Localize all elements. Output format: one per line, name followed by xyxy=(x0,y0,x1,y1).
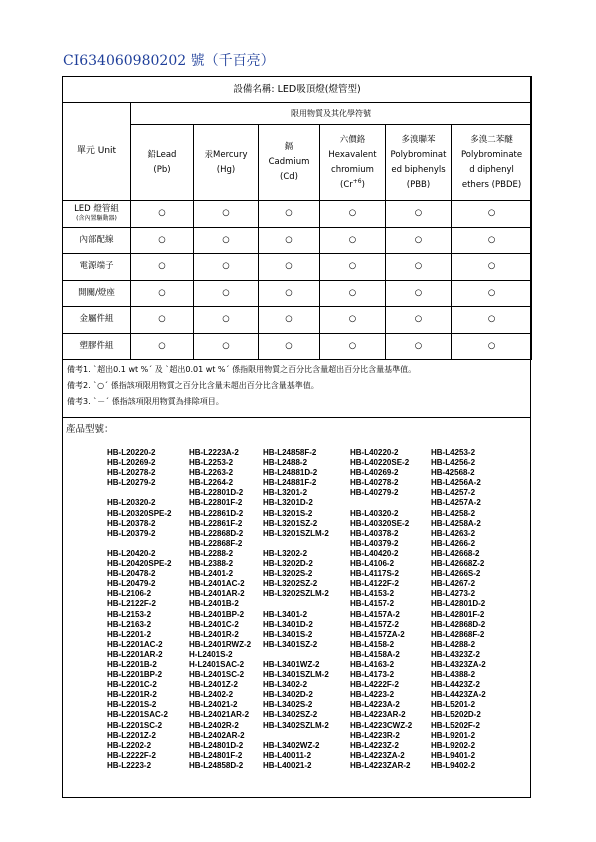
model-number: HB-L40320-2 xyxy=(350,508,399,518)
compliance-mark: ○ xyxy=(194,201,259,228)
table-row xyxy=(63,227,532,254)
model-number: HB-L4258-2 xyxy=(431,508,476,518)
model-number: HB-L40021-2 xyxy=(263,760,312,770)
notes-divider xyxy=(62,417,531,418)
model-number: HB-L4223AR-2 xyxy=(350,710,406,720)
model-number: HB-L24858F-2 xyxy=(263,448,317,457)
compliance-mark: ○ xyxy=(259,227,320,254)
note-2: 備考2. ˋ○ˊ 係指該項限用物質之百分比含量未超出百分比含量基準值。 xyxy=(67,381,319,390)
model-number: HB-L2153-2 xyxy=(107,609,152,619)
substance-header-line: ed biphenyls xyxy=(391,164,446,175)
table-row xyxy=(63,280,532,307)
compliance-mark: ○ xyxy=(131,280,194,307)
model-number: HB-L4106-2 xyxy=(350,559,395,569)
model-number: HB-L3202SZ-2 xyxy=(263,579,318,589)
model-number: HB-L4157-2 xyxy=(350,599,395,609)
model-number: HB-L24881F-2 xyxy=(263,478,317,488)
rohs-table xyxy=(62,76,532,360)
model-number: HB-L2401BP-2 xyxy=(189,609,245,619)
model-number: HB-L20420SPE-2 xyxy=(107,559,172,569)
model-number: HB-L3401D-2 xyxy=(263,619,313,629)
model-number: HB-L22861F-2 xyxy=(189,518,243,528)
model-column-5 xyxy=(431,448,486,771)
model-number: HB-L2201AR-2 xyxy=(107,649,163,659)
substance-header-2 xyxy=(194,125,259,201)
model-number: HB-L20279-2 xyxy=(107,478,156,488)
substance-header-line: 多溴二苯醚 xyxy=(470,134,513,145)
compliance-mark: ○ xyxy=(194,280,259,307)
model-number: HB-L4223ZAR-2 xyxy=(350,760,411,770)
model-number: HB-L42868D-2 xyxy=(431,619,486,629)
model-number: HB-L40379-2 xyxy=(350,538,399,548)
model-number: HB-L20420-2 xyxy=(107,548,156,558)
model-number: HB-L3201SZLM-2 xyxy=(263,528,329,538)
model-number: HB-L20478-2 xyxy=(107,569,156,579)
substance-header-5 xyxy=(386,125,452,201)
compliance-mark: ○ xyxy=(131,254,194,281)
model-number: HB-L2402AR-2 xyxy=(189,730,245,740)
model-number: HB-L4117S-2 xyxy=(350,569,399,579)
model-number: HB-L4423Z-2 xyxy=(431,680,480,690)
compliance-mark: ○ xyxy=(452,333,532,360)
compliance-mark: ○ xyxy=(131,333,194,360)
model-number: HB-L2201BP-2 xyxy=(107,670,163,680)
device-name-cell: 設備名稱: LED吸頂燈(燈管型) xyxy=(63,77,532,103)
model-number: HB-L4222F-2 xyxy=(350,680,399,690)
model-number: HB-L4258A-2 xyxy=(431,518,481,528)
model-number: HB-L5201-2 xyxy=(431,700,476,710)
model-number: HB-L3402S-2 xyxy=(263,700,313,710)
model-number: HB-L2201S-2 xyxy=(107,700,157,710)
row-label-text: 內部配線 xyxy=(79,234,114,245)
model-number: HB-L20320SPE-2 xyxy=(107,508,172,518)
model-number: HB-L3402WZ-2 xyxy=(263,740,320,750)
model-number xyxy=(263,539,329,549)
substance-header-4 xyxy=(320,125,386,201)
model-number: HB-L2264-2 xyxy=(189,478,234,488)
substance-header-line: Hexavalent xyxy=(328,149,377,160)
model-column-2 xyxy=(189,448,251,771)
model-number: HB-L24858D-2 xyxy=(189,760,244,770)
substance-header-6 xyxy=(452,125,532,201)
row-label-text: 開關/燈座 xyxy=(78,287,115,298)
substance-header-line: ethers (PBDE) xyxy=(461,179,522,190)
model-number: HB-L4257-2 xyxy=(431,488,476,498)
model-number: HB-L40420-2 xyxy=(350,548,399,558)
document-title: CI634060980202 號（千百亮） xyxy=(63,53,275,69)
compliance-mark: ○ xyxy=(194,307,259,334)
model-number: HB-L4163-2 xyxy=(350,659,395,669)
model-number: HB-L2201SAC-2 xyxy=(107,710,168,720)
model-number xyxy=(107,488,171,498)
substance-header-line: 六價鉻 xyxy=(339,134,366,145)
substance-header-3 xyxy=(259,125,320,201)
model-number: HB-L2201C-2 xyxy=(107,680,157,690)
model-number: HB-L2401-2 xyxy=(189,569,234,579)
model-number: H-L2401SAC-2 xyxy=(189,659,245,669)
substance-header-line: 多溴聯苯 xyxy=(401,134,436,145)
substance-header-line: (Cd) xyxy=(280,172,298,182)
model-number: HB-L2223A-2 xyxy=(189,448,239,457)
model-number: HB-L4267-2 xyxy=(431,579,476,589)
notes xyxy=(63,362,532,410)
substance-header-line: $(Cr^{+6})$ xyxy=(340,177,365,190)
compliance-mark: ○ xyxy=(259,254,320,281)
model-number: HB-L22801D-2 xyxy=(189,488,244,498)
row-label xyxy=(63,227,131,254)
model-number: HB-L4223CWZ-2 xyxy=(350,720,413,730)
compliance-mark: ○ xyxy=(259,201,320,228)
compliance-mark: ○ xyxy=(320,333,386,360)
model-number: HB-L3201D-2 xyxy=(263,498,313,508)
model-number: HB-L2201-2 xyxy=(107,629,152,639)
model-number: HB-L3201SZ-2 xyxy=(263,518,318,528)
model-number: HB-L4157ZA-2 xyxy=(350,629,405,639)
model-number: HB-L2263-2 xyxy=(189,468,234,478)
model-number: HB-L3202D-2 xyxy=(263,559,313,569)
note-1: 備考1. ˋ超出0.1 wt %ˊ 及 ˋ超出0.01 wt %ˊ 係指限用物質之百分比含量超出百分比含量基準值。 xyxy=(67,365,417,374)
model-number: HB-L9201-2 xyxy=(431,730,476,740)
row-label xyxy=(63,201,131,228)
compliance-mark: ○ xyxy=(320,307,386,334)
model-number: HB-L4288-2 xyxy=(431,639,476,649)
model-number: HB-L24801D-2 xyxy=(189,740,244,750)
model-number: HB-L22861D-2 xyxy=(189,508,244,518)
compliance-mark: ○ xyxy=(320,254,386,281)
compliance-mark: ○ xyxy=(452,201,532,228)
compliance-mark: ○ xyxy=(386,307,452,334)
substance-header-line: 汞Mercury xyxy=(204,149,248,160)
model-number: HB-L40278-2 xyxy=(350,478,399,488)
model-column-4 xyxy=(350,448,412,771)
substance-header-line: Polybrominat xyxy=(390,149,447,160)
model-number: HB-L2401Z-2 xyxy=(189,680,238,690)
compliance-mark: ○ xyxy=(452,254,532,281)
model-number: HB-L4266-2 xyxy=(431,538,476,548)
model-number: HB-L3201S-2 xyxy=(263,508,313,518)
model-number xyxy=(263,650,329,660)
model-number: HB-L22868F-2 xyxy=(189,538,243,548)
substance-header-line: 鉛Lead xyxy=(147,149,177,160)
model-number: HB-L20269-2 xyxy=(107,458,156,468)
model-number: HB-L20220-2 xyxy=(107,448,156,457)
model-number: HB-L2253-2 xyxy=(189,458,234,468)
model-number: HB-L2401AC-2 xyxy=(189,579,245,589)
model-column-1 xyxy=(107,448,171,771)
compliance-mark: ○ xyxy=(131,307,194,334)
model-column-3 xyxy=(263,448,329,771)
model-number: HB-L42868F-2 xyxy=(431,629,485,639)
compliance-mark: ○ xyxy=(386,280,452,307)
compliance-mark: ○ xyxy=(194,254,259,281)
model-number: HB-L22868D-2 xyxy=(189,528,244,538)
model-number: HB-L2201Z-2 xyxy=(107,730,156,740)
model-number: HB-L4223R-2 xyxy=(350,730,400,740)
model-number: HB-L3401SZLM-2 xyxy=(263,670,329,680)
compliance-mark: ○ xyxy=(386,227,452,254)
model-number: HB-L4223ZA-2 xyxy=(350,750,405,760)
model-number: HB-L5202D-2 xyxy=(431,710,481,720)
model-number: HB-L4423ZA-2 xyxy=(431,690,486,700)
model-number: HB-L40011-2 xyxy=(263,750,312,760)
model-number: HB-L3402D-2 xyxy=(263,690,313,700)
model-number: HB-L2201B-2 xyxy=(107,659,157,669)
model-number: HB-L24801F-2 xyxy=(189,750,243,760)
table-row xyxy=(63,307,532,334)
model-number: HB-L3402SZ-2 xyxy=(263,710,318,720)
model-number: HB-L3401-2 xyxy=(263,609,308,619)
row-label-text: 塑膠件組 xyxy=(79,340,114,351)
model-number: HB-L3402-2 xyxy=(263,680,308,690)
model-number: HB-L2201SC-2 xyxy=(107,720,163,730)
model-number: HB-L4256-2 xyxy=(431,458,476,468)
model-number: HB-L20378-2 xyxy=(107,518,156,528)
model-number: HB-L4223A-2 xyxy=(350,700,400,710)
model-number: HB-L42668-2 xyxy=(431,548,480,558)
compliance-mark: ○ xyxy=(386,201,452,228)
row-label xyxy=(63,333,131,360)
model-number: HB-L40269-2 xyxy=(350,468,399,478)
model-number: HB-L4388-2 xyxy=(431,670,476,680)
model-number: HB-L24881D-2 xyxy=(263,468,318,478)
model-number: HB-L24021AR-2 xyxy=(189,710,250,720)
model-number: HB-L4223Z-2 xyxy=(350,740,399,750)
model-number: HB-L42668Z-2 xyxy=(431,559,485,569)
model-number: HB-L4153-2 xyxy=(350,589,395,599)
model-number: HB-L4157Z-2 xyxy=(350,619,399,629)
model-number: HB-L20379-2 xyxy=(107,528,156,538)
model-number: HB-L2401SC-2 xyxy=(189,670,245,680)
model-number: HB-L20278-2 xyxy=(107,468,156,478)
compliance-mark: ○ xyxy=(131,227,194,254)
model-number: HB-L4157A-2 xyxy=(350,609,400,619)
model-number: HB-L20479-2 xyxy=(107,579,156,589)
model-number xyxy=(107,539,171,549)
model-number: HB-L9401-2 xyxy=(431,750,476,760)
restricted-substances-header: 限用物質及其化學符號 xyxy=(131,103,532,125)
model-number: HB-L4257A-2 xyxy=(431,498,481,508)
model-number: HB-L4263-2 xyxy=(431,528,476,538)
table-row xyxy=(63,254,532,281)
model-number: HB-L3401SZ-2 xyxy=(263,639,318,649)
model-number: HB-L4158A-2 xyxy=(350,649,400,659)
model-number: HB-L40378-2 xyxy=(350,528,399,538)
model-number: HB-L2202-2 xyxy=(107,740,152,750)
model-number: HB-L24021-2 xyxy=(189,700,238,710)
model-number: HB-L3201-2 xyxy=(263,488,308,498)
substance-header-line: (Hg) xyxy=(216,164,236,175)
compliance-mark: ○ xyxy=(452,307,532,334)
model-number: HB-L4323ZA-2 xyxy=(431,659,486,669)
models-label: 產品型號： xyxy=(66,424,114,435)
model-number: HB-L4266S-2 xyxy=(431,569,481,579)
compliance-mark: ○ xyxy=(386,333,452,360)
compliance-mark: ○ xyxy=(452,280,532,307)
substance-header-1 xyxy=(131,125,194,201)
model-number: HB-L3202S-2 xyxy=(263,569,313,579)
model-number: HB-L20320-2 xyxy=(107,498,156,508)
row-label-text: LED 燈管組 xyxy=(74,204,119,215)
model-number: HB-L4323Z-2 xyxy=(431,649,480,659)
model-number: HB-L40220-2 xyxy=(350,448,399,457)
model-number: HB-L40220SE-2 xyxy=(350,458,410,468)
compliance-mark: ○ xyxy=(259,307,320,334)
note-3: 備考3. ˋ－ˊ 係指該項限用物質為排除項目。 xyxy=(67,397,224,406)
model-number: HB-L3401S-2 xyxy=(263,629,313,639)
substance-header-line: (Pb) xyxy=(153,164,171,175)
model-number: HB-L2402-2 xyxy=(189,690,234,700)
model-number: HB-L3202SZLM-2 xyxy=(263,589,329,599)
compliance-mark: ○ xyxy=(452,227,532,254)
model-number: HB-L2401AR-2 xyxy=(189,589,245,599)
model-number: HB-L2401R-2 xyxy=(189,629,239,639)
model-number: HB-L42801F-2 xyxy=(431,609,485,619)
substance-header-line: 鎘 xyxy=(284,142,294,152)
compliance-mark: ○ xyxy=(259,280,320,307)
model-number: HB-L2201R-2 xyxy=(107,690,157,700)
compliance-mark: ○ xyxy=(194,333,259,360)
model-number xyxy=(350,498,412,508)
model-number: HB-L22801F-2 xyxy=(189,498,243,508)
model-number: HB-42568-2 xyxy=(431,468,475,478)
compliance-mark: ○ xyxy=(259,333,320,360)
compliance-mark: ○ xyxy=(320,201,386,228)
model-number: HB-L2122F-2 xyxy=(107,599,156,609)
substance-header-line: chromium xyxy=(331,164,374,175)
table-row xyxy=(63,333,532,360)
row-label-text: 金屬件組 xyxy=(79,314,114,325)
row-label xyxy=(63,280,131,307)
substance-header-line: (PBB) xyxy=(406,179,431,190)
model-number: HB-L2222F-2 xyxy=(107,750,156,760)
model-number: HB-L4158-2 xyxy=(350,639,395,649)
row-label-sub: (含內置驅動器) xyxy=(76,215,117,223)
model-number: HB-L9402-2 xyxy=(431,760,476,770)
unit-header: 單元 Unit xyxy=(63,103,131,201)
model-number: HB-L3401WZ-2 xyxy=(263,659,320,669)
model-number: HB-L4122F-2 xyxy=(350,579,399,589)
compliance-mark: ○ xyxy=(131,201,194,228)
row-label-text: 電源端子 xyxy=(79,261,114,272)
model-number: HB-L2163-2 xyxy=(107,619,152,629)
compliance-mark: ○ xyxy=(320,280,386,307)
model-number: HB-L4256A-2 xyxy=(431,478,481,488)
compliance-mark: ○ xyxy=(194,227,259,254)
substance-header-line: Polybrominate xyxy=(460,149,523,160)
substance-header-line: d diphenyl xyxy=(469,164,514,175)
model-number: HB-L42801D-2 xyxy=(431,599,486,609)
model-number: HB-L2401RWZ-2 xyxy=(189,639,252,649)
model-number: HB-L2288-2 xyxy=(189,548,234,558)
model-number: HB-L4173-2 xyxy=(350,670,395,680)
compliance-mark: ○ xyxy=(386,254,452,281)
model-number: HB-L2223-2 xyxy=(107,760,152,770)
model-number: HB-L3202-2 xyxy=(263,548,308,558)
model-number xyxy=(263,599,329,609)
model-number: HB-L2402R-2 xyxy=(189,720,239,730)
compliance-mark: ○ xyxy=(320,227,386,254)
model-number xyxy=(263,731,329,741)
model-number: HB-L4253-2 xyxy=(431,448,476,457)
model-number: HB-L2488-2 xyxy=(263,458,308,468)
model-number: HB-L4273-2 xyxy=(431,589,476,599)
model-number: HB-L2388-2 xyxy=(189,559,234,569)
model-number: HB-L40320SE-2 xyxy=(350,518,410,528)
model-number: HB-L2401B-2 xyxy=(189,599,239,609)
model-number: HB-L40279-2 xyxy=(350,488,399,498)
model-number: HB-L9202-2 xyxy=(431,740,476,750)
model-number: HB-L2106-2 xyxy=(107,589,152,599)
row-label xyxy=(63,254,131,281)
model-number: HB-L4223-2 xyxy=(350,690,395,700)
model-number: HB-L2401C-2 xyxy=(189,619,239,629)
model-number: HB-L5202F-2 xyxy=(431,720,480,730)
table-row xyxy=(63,201,532,228)
row-label xyxy=(63,307,131,334)
substance-header-line: Cadmium xyxy=(268,157,310,167)
model-number: HB-L3402SZLM-2 xyxy=(263,720,329,730)
model-number: H-L2401S-2 xyxy=(189,649,233,659)
model-number: HB-L2201AC-2 xyxy=(107,639,163,649)
